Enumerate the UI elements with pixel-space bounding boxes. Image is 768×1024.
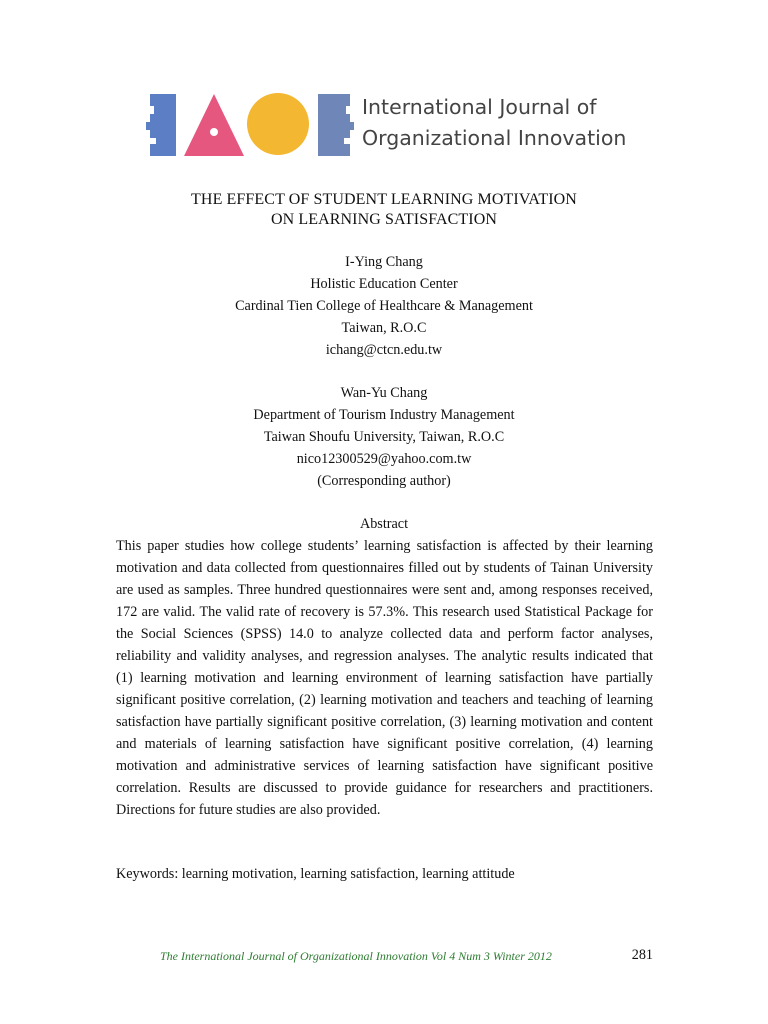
author-affiliation: Taiwan Shoufu University, Taiwan, R.O.C [263,429,505,445]
logo-triangle-dot [210,128,218,136]
author-affiliation: Holistic Education Center [310,276,458,292]
author-name: I-Ying Chang [345,254,423,270]
author-email: ichang@ctcn.edu.tw [325,342,443,358]
paper-title-line1: THE EFFECT OF STUDENT LEARNING MOTIVATION [191,191,577,208]
author-affiliation: Department of Tourism Industry Management [253,407,515,423]
author-email: nico12300529@yahoo.com.tw [296,451,472,467]
abstract-heading: Abstract [359,516,409,532]
abstract-body: This paper studies how college students’ learning satisfaction is affected by their learning motivation and data collected from questionnaires filled out by students of Tainan University are used as samples. Three hundred questionnaires were sent and, among responses received, 172 are valid. The valid rate of recovery is 57.3%. This research used Statistical Package for the Social Sciences (SPSS) 14.0 to analyze collected data and perform factor analyses, reliability and validity analyses, and regression analyses. The analytic results indicated that (1) learning motivation and learning environment of learning satisfaction have partially significant positive correlation, (2) learning motivation and teachers and teaching of learning satisfaction have partially significant positive correlation, (3) learning motivation and content and materials of learning satisfaction have significant positive correlation, (4) learning motivation and administrative services of learning satisfaction have significant positive correlation. Results are discussed to provide guidance for researchers and practitioners. Directions for future studies are also provided. [116,538,653,818]
paper-title-line2: ON LEARNING SATISFACTION [270,211,498,228]
author-block-2 [0,382,768,492]
footer-journal-citation: The International Journal of Organizational Innovation Vol 4 Num 3 Winter 2012 [160,949,552,963]
journal-name [362,92,632,154]
author-name: Wan-Yu Chang [340,385,428,401]
paper-title [0,190,768,230]
iaoi-logo-icon [146,90,354,160]
author-block-1 [0,251,768,361]
author-note: (Corresponding author) [317,473,451,489]
journal-masthead [146,90,626,160]
page-footer [160,947,653,969]
journal-name-line1: International Journal of [362,95,597,119]
journal-name-line2: Organizational Innovation [362,126,627,150]
logo-triangle-shape [184,94,244,156]
page-number: 281 [631,947,653,963]
logo-right-head-shape [318,94,354,156]
logo-left-head-shape [146,94,176,156]
author-country: Taiwan, R.O.C [341,320,427,336]
author-affiliation: Cardinal Tien College of Healthcare & Management [235,298,533,314]
keywords: Keywords: learning motivation, learning satisfaction, learning attitude [116,866,515,882]
logo-circle-shape [247,93,309,155]
